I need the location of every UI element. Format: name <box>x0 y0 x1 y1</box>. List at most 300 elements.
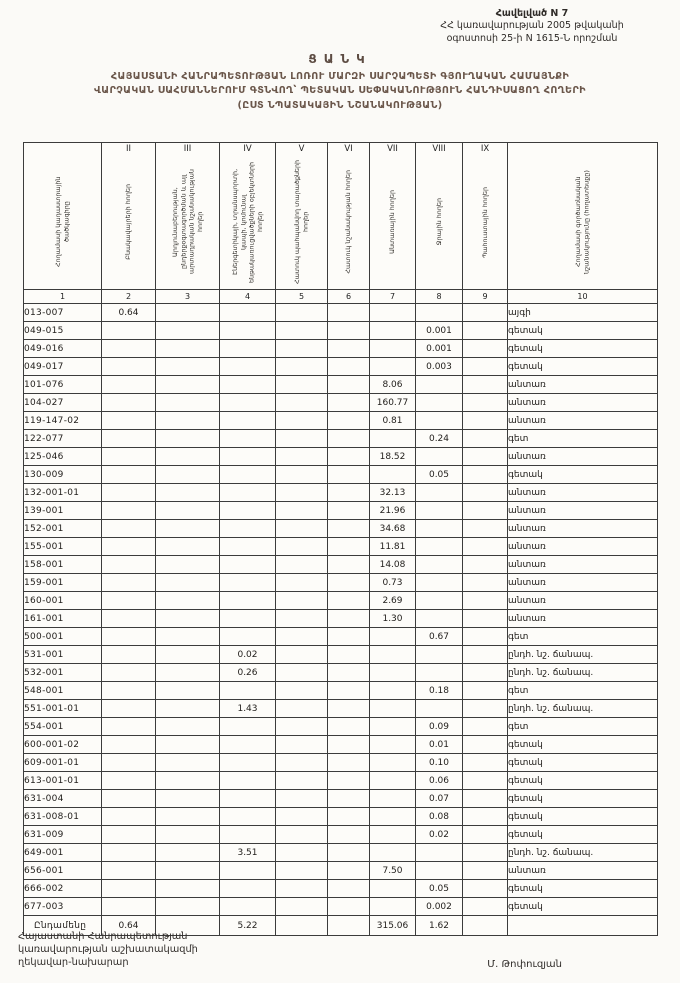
table-row <box>24 394 658 412</box>
col-header-6 <box>328 143 370 290</box>
cell-area-value <box>463 790 508 808</box>
cell-area-value <box>156 754 220 772</box>
cell-area-value <box>156 682 220 700</box>
cell-area-value <box>370 682 416 700</box>
table-row <box>24 304 658 322</box>
cell-area-value <box>463 754 508 772</box>
cell-area-value <box>156 880 220 898</box>
signature-name: Մ. Թոփուզյան <box>487 958 562 970</box>
cell-area-value <box>328 430 370 448</box>
cell-area-value <box>328 880 370 898</box>
cell-area-value <box>328 628 370 646</box>
cell-area-value <box>370 718 416 736</box>
roman-numeral: V <box>298 144 305 154</box>
col-header-label: Անտառային հողեր <box>388 190 397 254</box>
cell-area-value <box>463 340 508 358</box>
cell-area-value <box>276 340 328 358</box>
cell-land-type: անտառ <box>508 376 658 394</box>
cell-area-value <box>156 430 220 448</box>
signatory-line: ղեկավար-նախարար <box>18 957 129 969</box>
column-number: 9 <box>463 290 508 304</box>
cell-parcel-code: 104-027 <box>24 394 102 412</box>
cell-area-value <box>416 862 463 880</box>
table-body <box>24 304 658 916</box>
cell-area-value: 0.07 <box>416 790 463 808</box>
cell-area-value <box>370 844 416 862</box>
cell-area-value <box>156 664 220 682</box>
table-row <box>24 700 658 718</box>
cell-land-type: այգի <box>508 304 658 322</box>
cell-area-value <box>276 700 328 718</box>
cell-land-type: գետ <box>508 682 658 700</box>
cell-area-value <box>370 358 416 376</box>
cell-area-value <box>416 700 463 718</box>
cell-area-value <box>220 880 276 898</box>
col-header-label: Արդյունաբերության, ընդերքօգտագործման և այլ արտադրական նշանակության հողեր <box>170 169 204 275</box>
cell-area-value <box>276 376 328 394</box>
cell-area-value <box>220 538 276 556</box>
cell-area-value: 2.69 <box>370 592 416 610</box>
cell-parcel-code: 152-001 <box>24 520 102 538</box>
cell-area-value <box>220 484 276 502</box>
cell-area-value <box>328 664 370 682</box>
cell-area-value <box>276 448 328 466</box>
cell-area-value <box>328 898 370 916</box>
cell-land-type: գետակ <box>508 772 658 790</box>
cell-area-value <box>328 844 370 862</box>
cell-area-value <box>102 844 156 862</box>
cell-area-value <box>276 646 328 664</box>
cell-area-value <box>328 646 370 664</box>
cell-parcel-code: 666-002 <box>24 880 102 898</box>
cell-parcel-code: 554-001 <box>24 718 102 736</box>
cell-parcel-code: 160-001 <box>24 592 102 610</box>
document-footer <box>18 930 680 970</box>
cell-land-type: ընդհ. նշ. ճանապ. <box>508 844 658 862</box>
cell-area-value <box>370 754 416 772</box>
cell-area-value <box>276 880 328 898</box>
cell-area-value <box>156 862 220 880</box>
col-header-label: Հողամասի գործառնական նշանակությունը (հողատեսքը) <box>574 170 591 274</box>
col-header-4 <box>220 143 276 290</box>
cell-area-value <box>328 808 370 826</box>
roman-numeral: II <box>125 144 131 154</box>
table-row <box>24 322 658 340</box>
cell-land-type: անտառ <box>508 556 658 574</box>
cell-area-value <box>276 736 328 754</box>
col-header-label: Հատուկ պահպանվող տարածքների հողեր <box>293 159 310 285</box>
cell-area-value: 0.002 <box>416 898 463 916</box>
cell-area-value <box>156 322 220 340</box>
cell-area-value: 11.81 <box>370 538 416 556</box>
cell-area-value <box>416 610 463 628</box>
cell-area-value: 34.68 <box>370 520 416 538</box>
cell-area-value <box>156 448 220 466</box>
cell-area-value: 1.62 <box>416 916 463 936</box>
cell-area-value: 315.06 <box>370 916 416 936</box>
cell-parcel-code: 656-001 <box>24 862 102 880</box>
cell-area-value <box>370 304 416 322</box>
column-number: 8 <box>416 290 463 304</box>
cell-area-value <box>328 772 370 790</box>
cell-area-value <box>370 466 416 484</box>
cell-land-type: ընդհ. նշ. ճանապ. <box>508 700 658 718</box>
cell-land-type: անտառ <box>508 862 658 880</box>
cell-area-value <box>370 664 416 682</box>
table-row <box>24 826 658 844</box>
cell-parcel-code: 122-077 <box>24 430 102 448</box>
column-number: 2 <box>102 290 156 304</box>
document-subtitle <box>10 70 670 113</box>
cell-area-value <box>463 322 508 340</box>
cell-area-value <box>102 790 156 808</box>
cell-area-value: 5.22 <box>220 916 276 936</box>
cell-land-type: գետակ <box>508 466 658 484</box>
col-header-label: Հատուկ նշանակության հողեր <box>344 170 353 274</box>
cell-land-type: անտառ <box>508 592 658 610</box>
cell-area-value <box>102 646 156 664</box>
cell-land-type: գետակ <box>508 790 658 808</box>
cell-area-value: 3.51 <box>220 844 276 862</box>
cell-area-value <box>328 412 370 430</box>
cell-land-type: անտառ <box>508 412 658 430</box>
cell-area-value <box>463 376 508 394</box>
cell-area-value <box>156 826 220 844</box>
cell-area-value <box>220 574 276 592</box>
cell-area-value <box>276 358 328 376</box>
appendix-block <box>412 8 652 45</box>
cell-land-type: անտառ <box>508 484 658 502</box>
cell-area-value <box>328 502 370 520</box>
cell-area-value <box>220 322 276 340</box>
column-number: 6 <box>328 290 370 304</box>
cell-area-value <box>463 808 508 826</box>
col-header-8 <box>416 143 463 290</box>
cell-area-value <box>463 466 508 484</box>
column-number: 5 <box>276 290 328 304</box>
cell-area-value <box>276 826 328 844</box>
cell-area-value <box>463 502 508 520</box>
cell-area-value: 0.67 <box>416 628 463 646</box>
table-row <box>24 340 658 358</box>
cell-area-value: 0.02 <box>416 826 463 844</box>
cell-land-type: գետակ <box>508 898 658 916</box>
cell-area-value <box>416 646 463 664</box>
cell-area-value <box>370 340 416 358</box>
cell-area-value <box>276 682 328 700</box>
cell-area-value <box>156 808 220 826</box>
cell-parcel-code: 631-009 <box>24 826 102 844</box>
column-number: 4 <box>220 290 276 304</box>
cell-area-value <box>463 556 508 574</box>
cell-area-value <box>370 322 416 340</box>
cell-area-value: 18.52 <box>370 448 416 466</box>
table-row <box>24 484 658 502</box>
cell-land-type: անտառ <box>508 574 658 592</box>
cell-area-value <box>328 340 370 358</box>
cell-area-value <box>276 538 328 556</box>
cell-area-value <box>102 628 156 646</box>
cell-area-value <box>156 574 220 592</box>
cell-land-type: գետակ <box>508 358 658 376</box>
appendix-line: օգոստոսի 25-ի N 1615-Ն որոշման <box>446 32 618 44</box>
cell-area-value <box>328 790 370 808</box>
header-row <box>24 143 658 290</box>
cell-area-value <box>276 718 328 736</box>
cell-area-value <box>328 484 370 502</box>
cell-area-value <box>416 538 463 556</box>
roman-numeral: VII <box>387 144 398 154</box>
cell-area-value <box>156 466 220 484</box>
cell-land-type: գետակ <box>508 826 658 844</box>
cell-area-value <box>416 520 463 538</box>
cell-land-type: ընդհ. նշ. ճանապ. <box>508 664 658 682</box>
cell-land-type: անտառ <box>508 520 658 538</box>
cell-area-value <box>220 718 276 736</box>
cell-area-value <box>370 826 416 844</box>
col-header-label: Էներգետիկայի, տրանսպորտի, կապի, կոմունալ ենթակառուցվածքների օբյեկտների հողեր <box>230 161 264 283</box>
cell-area-value <box>416 412 463 430</box>
cell-area-value <box>102 682 156 700</box>
cell-area-value <box>102 592 156 610</box>
cell-area-value <box>220 808 276 826</box>
cell-area-value <box>102 880 156 898</box>
cell-area-value <box>220 826 276 844</box>
table-row <box>24 448 658 466</box>
cell-area-value <box>276 556 328 574</box>
cell-land-type: գետ <box>508 628 658 646</box>
cell-area-value <box>370 628 416 646</box>
cell-area-value: 0.73 <box>370 574 416 592</box>
cell-area-value <box>370 772 416 790</box>
cell-area-value <box>276 808 328 826</box>
col-header-label: Հողամասի կադաստրային ծածկագիրը <box>54 176 71 268</box>
cell-area-value <box>220 502 276 520</box>
cell-area-value <box>102 574 156 592</box>
cell-area-value <box>156 394 220 412</box>
column-number: 7 <box>370 290 416 304</box>
cell-area-value <box>276 322 328 340</box>
cell-area-value <box>102 556 156 574</box>
cell-area-value: 0.18 <box>416 682 463 700</box>
cell-area-value: 0.10 <box>416 754 463 772</box>
table-row <box>24 358 658 376</box>
cell-area-value <box>102 376 156 394</box>
cell-area-value <box>220 412 276 430</box>
cell-parcel-code: 130-009 <box>24 466 102 484</box>
cell-area-value <box>220 772 276 790</box>
cell-parcel-code: 139-001 <box>24 502 102 520</box>
cell-area-value: 160.77 <box>370 394 416 412</box>
cell-area-value <box>370 880 416 898</box>
cell-area-value <box>463 736 508 754</box>
cell-land-type: անտառ <box>508 502 658 520</box>
table-row <box>24 898 658 916</box>
cell-area-value <box>220 628 276 646</box>
cell-area-value <box>276 574 328 592</box>
cell-area-value <box>328 520 370 538</box>
cell-area-value <box>276 772 328 790</box>
table-row <box>24 628 658 646</box>
cell-land-type: անտառ <box>508 538 658 556</box>
cell-land-type: անտառ <box>508 610 658 628</box>
cell-area-value <box>370 898 416 916</box>
cell-area-value <box>156 790 220 808</box>
cell-parcel-code: 631-004 <box>24 790 102 808</box>
cell-area-value <box>220 610 276 628</box>
subtitle-line: (ԸՍՏ ՆՊԱՏԱԿԱՅԻՆ ՆՇԱՆԱԿՈՒԹՅԱՆ) <box>237 99 443 111</box>
cell-area-value: 0.24 <box>416 430 463 448</box>
cell-area-value: 0.06 <box>416 772 463 790</box>
column-number-row <box>24 290 658 304</box>
cell-area-value <box>328 322 370 340</box>
cell-area-value: 0.05 <box>416 466 463 484</box>
col-header-9 <box>463 143 508 290</box>
cell-area-value <box>328 538 370 556</box>
roman-numeral: VIII <box>432 144 446 154</box>
cell-area-value <box>463 664 508 682</box>
cell-area-value: 0.64 <box>102 304 156 322</box>
cell-area-value: 0.003 <box>416 358 463 376</box>
cell-area-value <box>276 520 328 538</box>
cell-area-value <box>156 628 220 646</box>
cell-area-value <box>328 376 370 394</box>
table-row <box>24 574 658 592</box>
cell-parcel-code: 119-147-02 <box>24 412 102 430</box>
cell-area-value <box>220 340 276 358</box>
cell-area-value <box>416 448 463 466</box>
cell-area-value <box>276 592 328 610</box>
cell-area-value <box>276 898 328 916</box>
cell-area-value <box>463 682 508 700</box>
cell-area-value: 8.06 <box>370 376 416 394</box>
table-row <box>24 718 658 736</box>
cell-area-value <box>463 610 508 628</box>
cell-area-value <box>328 304 370 322</box>
cell-area-value <box>102 664 156 682</box>
col-header-7 <box>370 143 416 290</box>
cell-area-value <box>276 754 328 772</box>
roman-numeral: III <box>183 144 192 154</box>
cell-area-value <box>156 844 220 862</box>
cell-area-value <box>463 592 508 610</box>
table-row <box>24 556 658 574</box>
cell-area-value <box>328 610 370 628</box>
cell-area-value <box>416 304 463 322</box>
cell-area-value <box>276 484 328 502</box>
cell-parcel-code: 049-015 <box>24 322 102 340</box>
cell-parcel-code: 049-016 <box>24 340 102 358</box>
cell-parcel-code: 631-008-01 <box>24 808 102 826</box>
cell-area-value <box>276 790 328 808</box>
cell-area-value <box>416 394 463 412</box>
cell-area-value <box>220 862 276 880</box>
cell-area-value: 0.64 <box>102 916 156 936</box>
cell-area-value <box>463 394 508 412</box>
cell-area-value <box>328 826 370 844</box>
cell-area-value <box>463 430 508 448</box>
subtitle-line: ՀԱՅԱՍՏԱՆԻ ՀԱՆՐԱՊԵՏՈՒԹՅԱՆ ԼՈՌՈՒ ՄԱՐԶԻ ՍԱՐՉԱՊԵՏԻ ԳՅՈՒՂԱԿԱՆ ՀԱՄԱՅՆՔԻ <box>110 71 570 82</box>
table-row <box>24 862 658 880</box>
table-header <box>24 143 658 304</box>
cell-area-value <box>463 826 508 844</box>
signatory-line: կառավարության աշխատակազմի <box>18 944 198 956</box>
cell-area-value <box>276 304 328 322</box>
cell-area-value <box>328 358 370 376</box>
signatory-line: Հայաստանի Հանրապետության <box>18 931 188 942</box>
cell-area-value <box>463 484 508 502</box>
cell-area-value <box>220 556 276 574</box>
cell-area-value <box>156 700 220 718</box>
cell-land-type: գետակ <box>508 340 658 358</box>
cell-area-value <box>328 682 370 700</box>
cell-land-type: գետակ <box>508 754 658 772</box>
cell-area-value <box>463 772 508 790</box>
cell-area-value <box>416 574 463 592</box>
cell-area-value <box>463 574 508 592</box>
cell-area-value <box>102 412 156 430</box>
cell-area-value <box>328 700 370 718</box>
cell-area-value <box>220 466 276 484</box>
cell-area-value: 0.01 <box>416 736 463 754</box>
cell-area-value <box>463 862 508 880</box>
cell-area-value <box>220 430 276 448</box>
cell-parcel-code: 158-001 <box>24 556 102 574</box>
cell-land-type: գետակ <box>508 736 658 754</box>
cell-area-value: 14.08 <box>370 556 416 574</box>
cell-area-value <box>328 556 370 574</box>
cell-parcel-code: 013-007 <box>24 304 102 322</box>
table-row <box>24 592 658 610</box>
cell-area-value <box>156 772 220 790</box>
cell-parcel-code: 649-001 <box>24 844 102 862</box>
roman-numeral: IV <box>243 144 252 154</box>
cell-area-value: 1.30 <box>370 610 416 628</box>
cell-area-value <box>463 520 508 538</box>
cell-area-value <box>370 700 416 718</box>
cell-area-value <box>463 358 508 376</box>
table-row <box>24 538 658 556</box>
column-number: 10 <box>508 290 658 304</box>
col-header-landtype <box>508 143 658 290</box>
cell-land-type: անտառ <box>508 394 658 412</box>
cell-area-value <box>102 736 156 754</box>
cell-area-value <box>463 880 508 898</box>
col-header-3 <box>156 143 220 290</box>
cell-area-value <box>156 610 220 628</box>
cell-parcel-code: 161-001 <box>24 610 102 628</box>
cell-area-value <box>156 592 220 610</box>
cell-area-value <box>328 862 370 880</box>
cell-area-value <box>276 628 328 646</box>
cell-land-type: գետ <box>508 430 658 448</box>
cell-area-value <box>156 646 220 664</box>
document-title: ՑԱՆԿ <box>308 52 372 66</box>
cell-area-value <box>220 754 276 772</box>
cell-land-type: գետակ <box>508 880 658 898</box>
cell-area-value <box>102 538 156 556</box>
table-row <box>24 880 658 898</box>
cell-area-value <box>328 736 370 754</box>
roman-numeral: IX <box>480 144 490 154</box>
roman-numeral: VI <box>344 144 353 154</box>
cell-area-value <box>276 844 328 862</box>
cell-parcel-code: 613-001-01 <box>24 772 102 790</box>
cell-area-value <box>328 466 370 484</box>
table-row <box>24 790 658 808</box>
cell-area-value: 0.81 <box>370 412 416 430</box>
appendix-title: Հավելված N 7 <box>495 8 569 19</box>
